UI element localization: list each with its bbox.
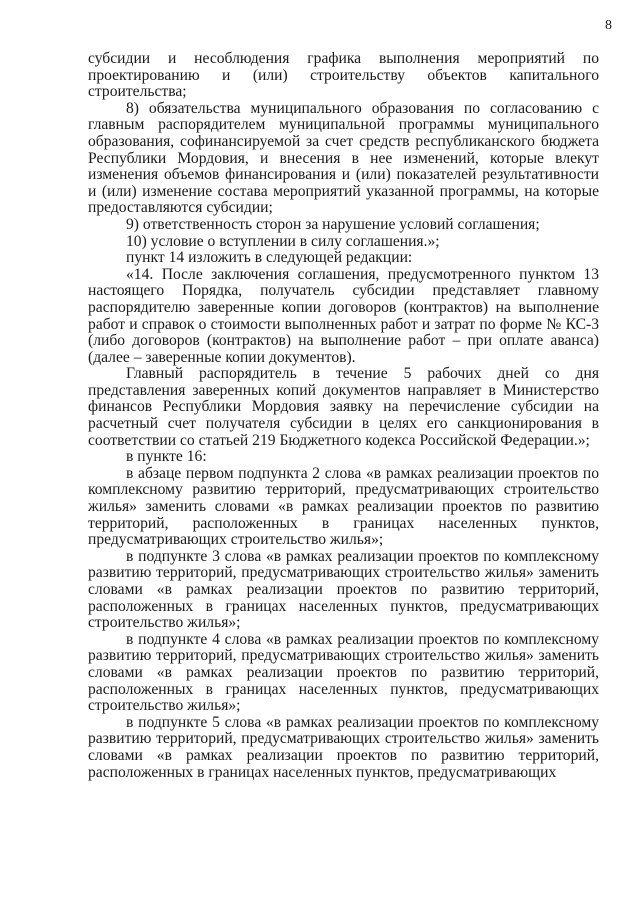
paragraph: 10) условие о вступлении в силу соглашения.»; — [126, 232, 440, 250]
paragraph: в пункте 16: — [126, 448, 207, 466]
page-number: 8 — [605, 18, 612, 33]
paragraph: в подпункте 3 слова «в рамках реализации проектов по комплексному развитию территорий, предусматривающих строительство жилья» заменить словами «в рамках реализации проектов по развитию территорий, расположенных в границах населенных пунктов, предусматривающих строительство жилья»; — [88, 547, 599, 632]
paragraph: в подпункте 5 слова «в рамках реализации проектов по комплексному развитию территорий, предусматривающих строительство жилья» заменить словами «в рамках реализации проектов по развитию территорий, расположенных в границах населенных пунктов, предусматривающих — [88, 713, 599, 781]
paragraph: «14. После заключения соглашения, предусмотренного пунктом 13 настоящего Порядка, получатель субсидии представляет главному распорядителю заверенные копии договоров (контрактов) на выполнение работ и справок о стоимости выполненных работ и затрат по форме № КС-3 (либо договоров (контрактов) на выполнение работ – при оплате аванса) (далее – заверенные копии документов). — [88, 265, 599, 366]
paragraph: в подпункте 4 слова «в рамках реализации проектов по комплексному развитию территорий, предусматривающих строительство жилья» заменить словами «в рамках реализации проектов по развитию территорий, расположенных в границах населенных пунктов, предусматривающих строительство жилья»; — [88, 630, 599, 715]
paragraph: Главный распорядитель в течение 5 рабочих дней со дня представления заверенных копий документов направляет в Министерство финансов Республики Мордовия заявку на перечисление субсидии на расчетный счет получателя субсидии в целях его санкционирования в соответствии со статьей 219 Бюджетного кодекса Российской Федерации.»; — [88, 365, 599, 449]
document-body — [88, 51, 599, 781]
paragraph: 8) обязательства муниципального образования по согласованию с главным распорядителем муниципальной программы муниципального образования, софинансируемой за счет средств республиканского бюджета Республики Мордовия, и внесения в нее изменений, которые влекут изменения объемов финансирования и (или) показателей результативности и (или) изменение состава мероприятий указанной программы, на которые предоставляются субсидии; — [88, 99, 599, 217]
paragraph: субсидии и несоблюдения графика выполнения мероприятий по проектированию и (или) строительству объектов капитального строительства; — [88, 50, 599, 101]
paragraph: в абзаце первом подпункта 2 слова «в рамках реализации проектов по комплексному развитию территорий, предусматривающих строительство жилья» заменить словами «в рамках реализации проектов по развитию территорий, расположенных в границах населенных пунктов, предусматривающих строительство жилья»; — [88, 464, 599, 549]
paragraph: 9) ответственность сторон за нарушение условий соглашения; — [126, 215, 540, 233]
paragraph: пункт 14 изложить в следующей редакции: — [126, 249, 413, 267]
